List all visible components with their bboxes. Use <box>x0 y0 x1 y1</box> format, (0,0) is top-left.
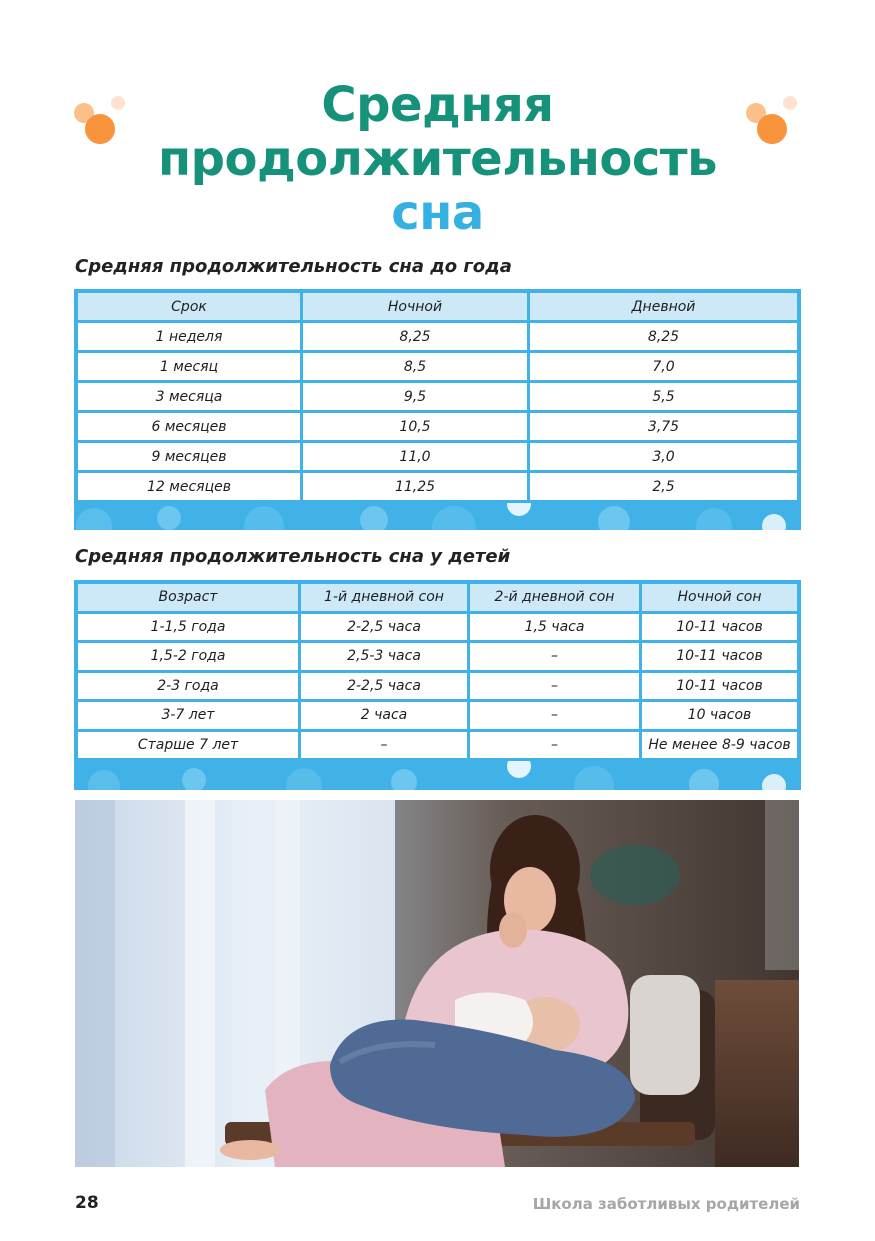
table-cell: Не менее 8-9 часов <box>642 732 797 762</box>
table-cell: 12 месяцев <box>78 473 303 503</box>
table2-heading: Средняя продолжительность сна у детей <box>75 546 511 567</box>
page-title <box>0 78 875 240</box>
table-cell: 6 месяцев <box>78 413 303 443</box>
table-row <box>78 323 797 353</box>
table1-header-row <box>78 293 797 323</box>
footer-book-title: Школа заботливых родителей <box>532 1195 800 1213</box>
table-row <box>78 643 797 673</box>
table1 <box>78 293 797 503</box>
table-cell: 2 часа <box>301 702 470 732</box>
title-line-3: сна <box>391 185 484 241</box>
table1-heading: Средняя продолжительность сна до года <box>75 256 512 277</box>
table2-header-cell: Ночной сон <box>642 584 797 614</box>
table-cell: 3,0 <box>530 443 797 473</box>
title-line-2: продолжительность <box>158 131 717 187</box>
table-row <box>78 443 797 473</box>
table2-header-row <box>78 584 797 614</box>
table-row <box>78 353 797 383</box>
table-row <box>78 673 797 703</box>
table-cell: 2-3 года <box>78 673 301 703</box>
table-cell: 10,5 <box>303 413 530 443</box>
table-row <box>78 702 797 732</box>
table-cell: 1 месяц <box>78 353 303 383</box>
table-cell: 3 месяца <box>78 383 303 413</box>
table-row <box>78 473 797 503</box>
table-cell: – <box>470 673 642 703</box>
table-cell: – <box>470 702 642 732</box>
table-cell: 2,5 <box>530 473 797 503</box>
title-line-1: Средняя <box>321 77 554 133</box>
table-cell: 1 неделя <box>78 323 303 353</box>
table-cell: Старше 7 лет <box>78 732 301 762</box>
table2-header-cell: Возраст <box>78 584 301 614</box>
table-cell: 10-11 часов <box>642 643 797 673</box>
table-cell: 11,25 <box>303 473 530 503</box>
table-cell: – <box>470 643 642 673</box>
table-cell: 2-2,5 часа <box>301 673 470 703</box>
table-cell: 10-11 часов <box>642 614 797 644</box>
table-cell: 2-2,5 часа <box>301 614 470 644</box>
table1-header-cell: Срок <box>78 293 303 323</box>
table2-header-cell: 2-й дневной сон <box>470 584 642 614</box>
table-cell: 2,5-3 часа <box>301 643 470 673</box>
table-cell: 9 месяцев <box>78 443 303 473</box>
table-cell: 8,5 <box>303 353 530 383</box>
table-row <box>78 413 797 443</box>
table1-header-cell: Дневной <box>530 293 797 323</box>
mother-baby-photo <box>75 800 799 1167</box>
table-row <box>78 614 797 644</box>
table-cell: 8,25 <box>303 323 530 353</box>
table-cell: 10-11 часов <box>642 673 797 703</box>
table-cell: 7,0 <box>530 353 797 383</box>
table-cell: 1-1,5 года <box>78 614 301 644</box>
table-cell: 8,25 <box>530 323 797 353</box>
table-cell: – <box>470 732 642 762</box>
table-cell: 1,5-2 года <box>78 643 301 673</box>
table-cell: – <box>301 732 470 762</box>
table-row <box>78 732 797 762</box>
table-cell: 3,75 <box>530 413 797 443</box>
page-number: 28 <box>75 1193 99 1213</box>
table2 <box>78 584 797 761</box>
table-cell: 5,5 <box>530 383 797 413</box>
table-cell: 9,5 <box>303 383 530 413</box>
table1-header-cell: Ночной <box>303 293 530 323</box>
table2-header-cell: 1-й дневной сон <box>301 584 470 614</box>
table-cell: 3-7 лет <box>78 702 301 732</box>
table-row <box>78 383 797 413</box>
table1-container <box>74 289 801 530</box>
table-cell: 11,0 <box>303 443 530 473</box>
table2-bubbles-decoration <box>74 758 801 790</box>
table-cell: 10 часов <box>642 702 797 732</box>
table2-container <box>74 580 801 790</box>
table-cell: 1,5 часа <box>470 614 642 644</box>
